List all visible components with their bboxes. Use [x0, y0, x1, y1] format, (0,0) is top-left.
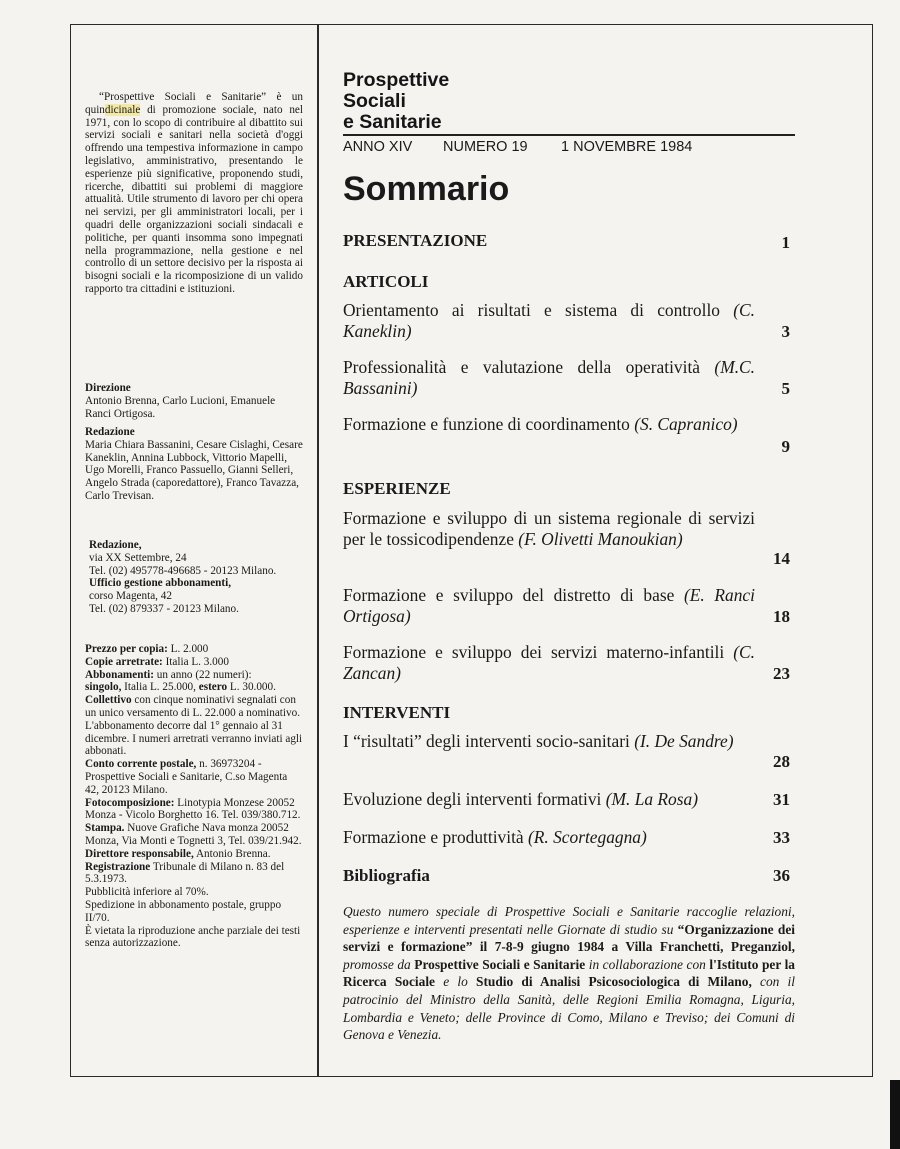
toc-entry-a2: Professionalità e valutazione della operatività (M.C. Bassanini): [343, 357, 755, 398]
toc-section-bibliografia: Bibliografia: [343, 866, 430, 885]
redazione-block: [85, 426, 303, 503]
toc-section-presentazione: PRESENTAZIONE: [343, 231, 488, 250]
direzione-block: [85, 382, 303, 420]
toc-section-interventi: INTERVENTI: [343, 703, 451, 722]
stampa-line: Stampa. Nuove Grafiche Nava monza 20052 Monza, Via Monti e Tognetti 3, Tel. 039/21.942.: [85, 822, 302, 847]
redazione-addr-tel: Tel. (02) 495778-496685 - 20123 Milano.: [89, 564, 277, 577]
arretrate-line: Copie arretrate: Italia L. 3.000: [85, 655, 229, 668]
toc-page-a1: 3: [781, 322, 790, 341]
foto-line: Fotocomposizione: Linotypia Monzese 20052 Monza - Vicolo Borghetto 16. Tel. 039/380.712.: [85, 796, 301, 822]
collettivo-line: Collettivo con cinque nominativi segnalati con un unico versamento di L. 22.000 a nominativo.: [85, 694, 301, 719]
decorre-line: L'abbonamento decorre dal 1° gennaio al 31 dicembre. I numeri arretrati verranno inviati agli abbonati.: [85, 719, 303, 758]
masthead-rule: [343, 134, 795, 136]
issue-date: 1 NOVEMBRE 1984: [561, 139, 693, 155]
address-block: [89, 539, 307, 616]
direzione-text: Antonio Brenna, Carlo Lucioni, Emanuele Ranci Ortigosa.: [85, 394, 276, 420]
toc-entry-i1: I “risultati” degli interventi socio-sanitari (I. De Sandre): [343, 731, 734, 751]
toc-page-e1: 14: [773, 549, 790, 568]
masthead: [343, 70, 449, 133]
issue-anno: ANNO XIV: [343, 139, 413, 155]
intro-paragraph: “Prospettive Sociali e Sanitarie” è un quindicinale di promozione sociale, nato nel 1971, con lo scopo di contribuire al dibattito sui servizi sociali e sanitari nella società d'oggi offrendo una tempestiva informazione in campo legislativo, amministrativo, presentando le esperienze più significative, proponendo studi, ricerche, dibattiti sui problemi di maggiore attualità. Utile strumento di lavoro per chi opera nei servizi, per gli amministratori locali, per i quadri delle organizzazioni sociali sindacali e politiche, per quanti insomma sono impegnati nella programmazione, nella gestione e nel controllo di un settore decisivo per la risposta ai bisogni sociali e la ricomposizione di un valido rapporto tra cittadini e istituzioni.: [85, 91, 303, 295]
direttore-line: Direttore responsabile, Antonio Brenna.: [85, 847, 271, 860]
pubblicita-line: Pubblicità inferiore al 70%.: [85, 886, 209, 899]
conto-line: Conto corrente postale, n. 36973204 - Prospettive Sociali e Sanitarie, C.so Magenta 42, 20123 Milano.: [85, 758, 288, 796]
toc-page-e3: 23: [773, 664, 790, 683]
direzione-title: Direzione: [85, 382, 131, 394]
special-issue-note: Questo numero speciale di Prospettive Sociali e Sanitarie raccoglie relazioni, esperienze e interventi presentati nelle Giornate di studio su “Organizzazione dei servizi e formazione” il 7-8-9 giugno 1984 a Villa Franchetti, Preganziol, promosse da Prospettive Sociali e Sanitarie in collaborazione con l'Istituto per la Ricerca Sociale e lo Studio di Analisi Psicosociologica di Milano, con il patrocinio del Ministro della Sanità, delle Regioni Emilia Romagna, Liguria, Lombardia e Veneto; delle Province di Como, Milano e Treviso; dei Comuni di Genova e Venezia.: [343, 904, 795, 1043]
abbonamenti-line: Abbonamenti: un anno (22 numeri):: [85, 668, 252, 681]
toc-page-a3: 9: [781, 437, 790, 456]
prices-block: [85, 643, 303, 950]
toc-section-esperienze: ESPERIENZE: [343, 479, 451, 498]
ufficio-title: Ufficio gestione abbonamenti,: [89, 577, 232, 590]
masthead-line3: e Sanitarie: [343, 111, 442, 133]
toc-page-i2: 31: [773, 790, 790, 809]
ufficio-tel: Tel. (02) 879337 - 20123 Milano.: [89, 602, 239, 615]
prezzo-line: Prezzo per copia: L. 2.000: [85, 643, 209, 655]
toc-entry-a3: Formazione e funzione di coordinamento (S. Capranico): [343, 414, 738, 434]
ufficio-addr: corso Magenta, 42: [89, 590, 172, 603]
masthead-line1: Prospettive: [343, 69, 450, 91]
toc-entry-i2: Evoluzione degli interventi formativi (M. La Rosa): [343, 789, 698, 809]
redazione-title: Redazione: [85, 426, 135, 438]
registrazione-line: Registrazione Tribunale di Milano n. 83 del 5.3.1973.: [85, 860, 285, 886]
toc-page-bibliografia: 36: [773, 866, 790, 885]
issue-line: [343, 139, 795, 155]
toc-entry-i3: Formazione e produttività (R. Scortegagna): [343, 827, 647, 847]
column-divider: [317, 24, 319, 1077]
redazione-addr-street: via XX Settembre, 24: [89, 551, 187, 564]
toc-entry-e1: Formazione e sviluppo di un sistema regionale di servizi per le tossicodipendenze (F. Olivetti Manoukian): [343, 508, 755, 549]
sommario-heading: Sommario: [343, 170, 510, 208]
toc-page-presentazione: 1: [781, 233, 790, 252]
redazione-addr-title: Redazione,: [89, 539, 142, 551]
issue-numero: NUMERO 19: [443, 139, 528, 155]
toc-section-articoli: ARTICOLI: [343, 272, 429, 291]
toc-page-e2: 18: [773, 607, 790, 626]
singolo-line: singolo, Italia L. 25.000, estero L. 30.000.: [85, 681, 276, 694]
masthead-line2: Sociali: [343, 90, 406, 112]
toc-entry-e2: Formazione e sviluppo del distretto di base (E. Ranci Ortigosa): [343, 585, 755, 626]
toc-page-i1: 28: [773, 752, 790, 771]
vietata-line: È vietata la riproduzione anche parziale dei testi senza autorizzazione.: [85, 924, 301, 950]
toc-entry-e3: Formazione e sviluppo dei servizi materno-infantili (C. Zancan): [343, 642, 755, 683]
redazione-text: Maria Chiara Bassanini, Cesare Cislaghi, Cesare Kaneklin, Annina Lubbock, Vittorio Mapelli, Ugo Morelli, Franco Passuello, Gianni Selleri, Angelo Strada (caporedattore), Franco Tavazza, Carlo Trevisan.: [85, 438, 303, 502]
toc-page-a2: 5: [781, 379, 790, 398]
spedizione-line: Spedizione in abbonamento postale, gruppo II/70.: [85, 898, 282, 924]
scan-edge: [890, 1080, 900, 1149]
toc-page-i3: 33: [773, 828, 790, 847]
toc-entry-a1: Orientamento ai risultati e sistema di controllo (C. Kaneklin): [343, 300, 755, 341]
